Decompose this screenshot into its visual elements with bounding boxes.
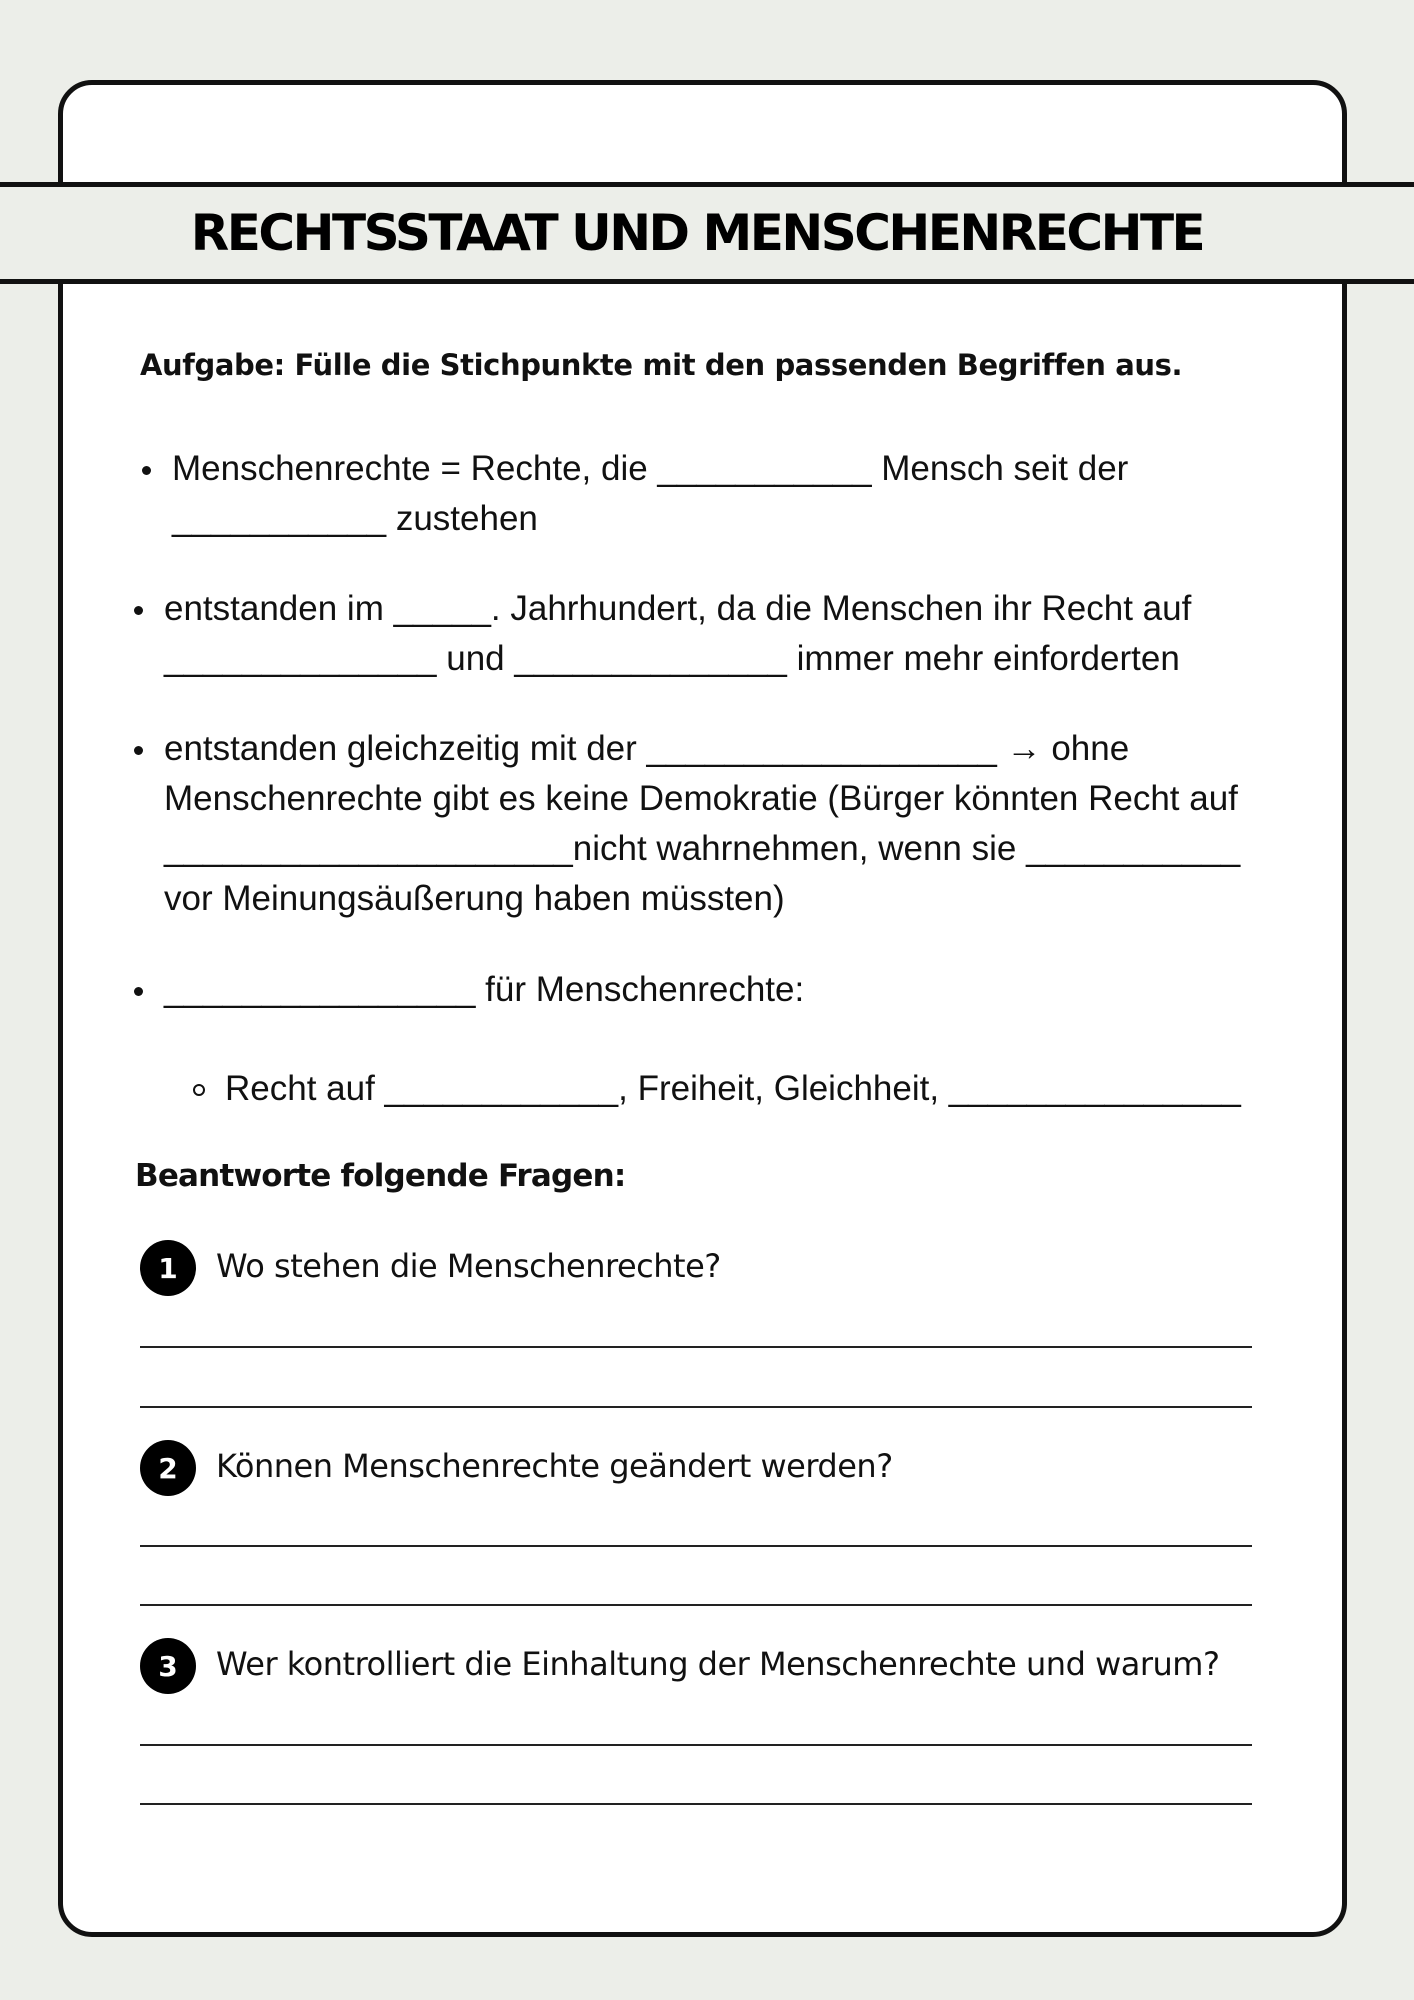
bullet-icon xyxy=(134,987,143,996)
list-item xyxy=(164,724,1240,924)
list-item-line: Menschenrechte gibt es keine Demokratie (Bürger könnten Recht auf xyxy=(164,779,1238,818)
list-item-line: ___________ zustehen xyxy=(172,499,538,538)
bullet-icon xyxy=(134,606,143,615)
question-text: Wer kontrolliert die Einhaltung der Menschenrechte und warum? xyxy=(216,1645,1220,1683)
title-banner xyxy=(0,182,1414,284)
answer-line[interactable] xyxy=(140,1604,1252,1606)
list-item-line: entstanden gleichzeitig mit der __________________ → ohne xyxy=(164,729,1130,768)
list-item-line: _____________________nicht wahrnehmen, wenn sie ___________ xyxy=(164,829,1241,868)
question-text: Wo stehen die Menschenrechte? xyxy=(216,1247,721,1285)
question-number-badge: 1 xyxy=(140,1240,196,1296)
question-number-badge: 3 xyxy=(140,1638,196,1694)
questions-heading: Beantworte folgende Fragen: xyxy=(135,1158,626,1194)
bullet-icon xyxy=(142,466,151,475)
list-item-line: ________________ für Menschenrechte: xyxy=(164,970,805,1009)
list-item-line: entstanden im _____. Jahrhundert, da die Menschen ihr Recht auf xyxy=(164,589,1192,628)
answer-line[interactable] xyxy=(140,1406,1252,1408)
circle-bullet-icon xyxy=(193,1084,205,1096)
answer-line[interactable] xyxy=(140,1545,1252,1547)
bullet-icon xyxy=(134,746,143,755)
answer-line[interactable] xyxy=(140,1346,1252,1348)
sub-list-item xyxy=(225,1064,1241,1114)
answer-line[interactable] xyxy=(140,1803,1252,1805)
list-item-line: vor Meinungsäußerung haben müssten) xyxy=(164,879,785,918)
task-instruction: Aufgabe: Fülle die Stichpunkte mit den passenden Begriffen aus. xyxy=(140,348,1183,382)
list-item xyxy=(164,965,804,1015)
answer-line[interactable] xyxy=(140,1744,1252,1746)
sub-list-item-text: Recht auf ____________, Freiheit, Gleichheit, _______________ xyxy=(225,1069,1241,1108)
question-text: Können Menschenrechte geändert werden? xyxy=(216,1447,893,1485)
page-title: RECHTSSTAAT UND MENSCHENRECHTE xyxy=(190,204,1204,262)
question-number-badge: 2 xyxy=(140,1440,196,1496)
list-item xyxy=(164,584,1191,684)
list-item-line: ______________ und ______________ immer mehr einforderten xyxy=(164,639,1180,678)
list-item xyxy=(172,444,1128,544)
list-item-line: Menschenrechte = Rechte, die ___________ Mensch seit der xyxy=(172,449,1129,488)
